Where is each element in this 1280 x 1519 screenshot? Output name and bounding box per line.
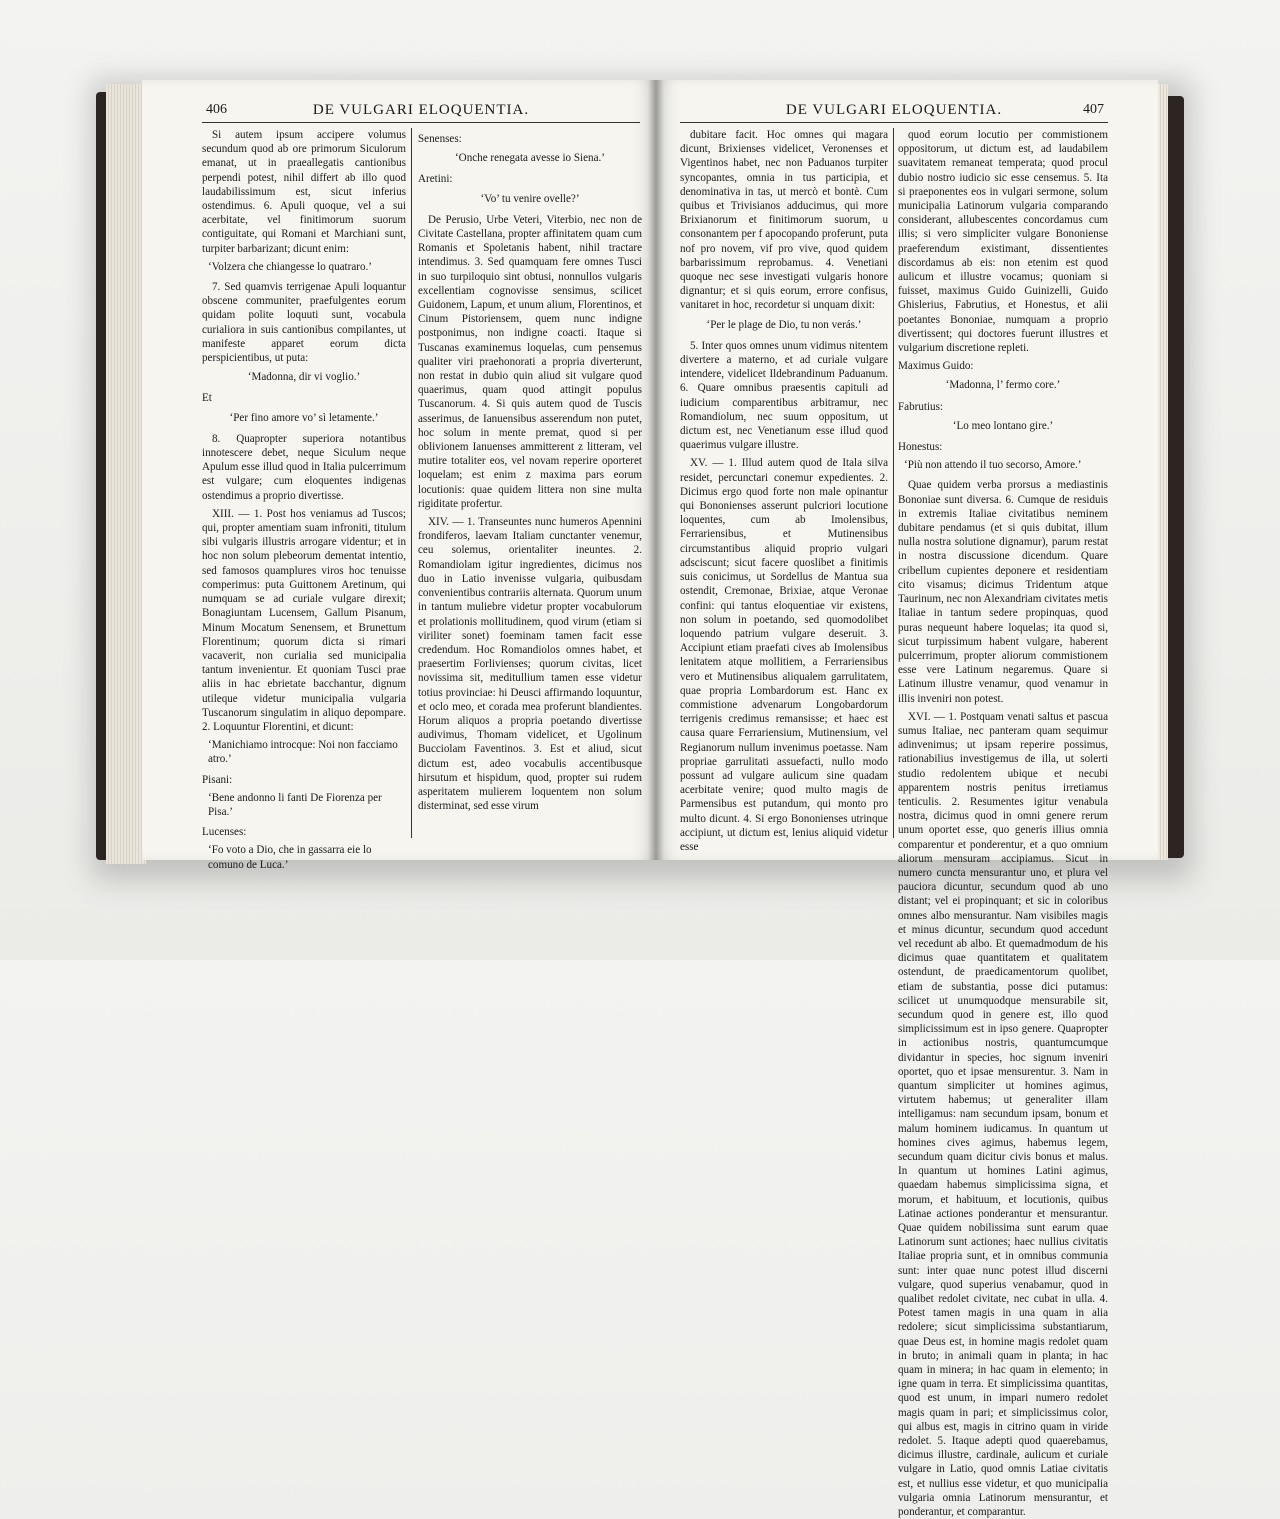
running-title: DE VULGARI ELOQUENTIA. [785, 102, 1003, 118]
paragraph: quod eorum locutio per commistionem oppositorum, ut dictum est, ad laudabilem suavitatem remaneat temperata; quod procul dubio nostro iudicio sic esse censemus. 5. Ita si praeponentes eos in vulgari sermone, solum municipalia Latinorum vulgaria comparando considerant, allubescentes concordamus cum illis; si vero simpliciter vulgare Bononiense praeferendum existimant, dissentientes discordamus ab eis: non etenim est quod aulicum et illustre vocamus; quoniam si fuisset, maximus Guido Guinizelli, Guido Ghislerius, Fabrutius, et Honestus, et alii poetantes Bononiae, numquam a proprio divertissent; qui doctores fuerunt illustres et vulgarium discretione repleti. [898, 129, 1108, 355]
running-title: DE VULGARI ELOQUENTIA. [312, 102, 530, 118]
text-columns [680, 128, 1108, 1519]
verse-quote: ‘Onche renegata avesse io Siena.’ [454, 152, 605, 165]
speaker-label: Senenses: [418, 133, 462, 145]
paragraph: Quae quidem verba prorsus a mediastinis Bononiae sunt diversa. 6. Cumque de residuis in extremis Italiae civitatibus neminem dubitare pendamus (et si quis dubitat, illum nulla nostra solutione dignamur), parum restat in nostra discussione dicendum. Quare cribellum cupientes deponere et residentiam cito visamus; dicimus Tridentum atque Taurinum, nec non Alexandriam civitates metis Italiae in tantum sedere propinquas, quod puras nequeunt habere loquelas; ita quod si, sicut turpissimum habent vulgare, haberent pulcerrimum, propter aliorum commistionem esse vere Latinum negaremus. Quare si Latinum illustre venamur, quod venamur in illis inveniri non potest. [898, 479, 1108, 705]
book-gutter [648, 80, 664, 860]
paragraph: XVI. — 1. Postquam venati saltus et pascua sumus Italiae, nec panteram quam sequimur adinvenimus; ut ipsam reperire possimus, rationabilius investigemus de illa, ut solerti studio redolentem ubique et necubi apparentem nostris penitus irretiamus tenticulis. 2. Resumentes igitur venabula nostra, dicimus quod in omni genere rerum unum oportet esse, quo generis illius omnia comparentur et ponderentur, et a quo omnium aliorum mensuram accipiamus. Sicut in numero cuncta mensurantur uno, et plura vel pauciora dicuntur, secundum quod ab uno distant; vel ei propinquant; et sic in coloribus omnes albo mensurantur. Nam visibiles magis et minus dicuntur, secundum quod accedunt vel recedunt ab albo. Et quemadmodum de his dicimus quae quantitatem et qualitatem ostendunt, de praedicamentorum quolibet, etiam de substantia, posse dici putamus: scilicet ut unumquodque mensurabile sit, secundum quod in genere est, illo quod simplicissimum est in ipso genere. Quapropter in actionibus nostris, quantumcumque dividantur in species, hoc signum inveniri oportet, quo et ipsae mensurentur. 3. Nam in quantum simpliciter ut homines agimus, virtutem habemus; ut generaliter illam intelligamus: nam secundum ipsam, bonum et malum hominem iudicamus. In quantum ut homines cives agimus, habemus legem, secundum quam dicitur civis bonus et malus. In quantum ut homines Latini agimus, quaedam habemus simplicissima signa, et morum, et habituum, et locutionis, quibus Latinae actiones ponderantur et mensurantur. Quae quidem nobilissima sunt earum quae Latinorum sunt actiones; haec nullius civitatis Italiae propria sunt, et in omnibus communia sunt: inter quae nunc potest illud discerni vulgare, quod superius venabamur, quod in qualibet redolet civitate, nec cubat in ulla. 4. Potest tamen magis in una quam in alia redolere; sicut simplicissima substantiarum, quae Deus est, in homine magis redolet quam in bruto; in animali quam in planta; in hac quam in minera; in hac quam in elemento; in igne quam in terra. Et simplicissima quantitas, quod est unum, in impari numero redolet magis quam in pari; et simplicissimus color, qui albus est, magis in citrino quam in viride redolet. 5. Itaque adepti quod quaerebamus, dicimus illustre, cardinale, aulicum et curiale vulgare in Latio, quod omnis Latiae civitatis est, et nullius esse videtur, et quo municipalia vulgaria omnia Latinorum mensurantur, et ponderantur, et comparantur. [898, 710, 1108, 1519]
text-columns [202, 128, 642, 871]
text-column-2 [418, 128, 642, 848]
paragraph: 8. Quapropter superiora notantibus innotescere debet, neque Siculum neque Apulum esse illud quod in Italia pulcerrimum est vulgare; cum eloquentes indigenas ostendimus a proprio divertisse. [202, 432, 406, 502]
speaker-label: Fabrutius: [898, 400, 943, 413]
speaker-label: Maximus Guido: [898, 360, 974, 373]
verse-quote: ‘Madonna, dir vi voglio.’ [247, 371, 361, 384]
right-page [656, 80, 1158, 1519]
column-rule [893, 128, 894, 838]
paragraph: dubitare facit. Hoc omnes qui magara dicunt, Brixienses videlicet, Veronenses et Vigentinos habet, nec non Paduanos turpiter syncopantes, omnia in tus participia, et denominativa in tas, ut mercò et bontè. Cum quibus et Trivisianos adducimus, qui more Brixianorum et finitimorum suorum, u consonantem per f apocopando proferunt, puta nof pro novem, vif pro vive, quod quidem barbarissimum reprobamus. 4. Venetiani quoque nec sese investigati vulgaris honore dignantur; et si quis eorum, errore confisus, vanitaret in hoc, recordetur si unquam dixit: [680, 129, 888, 312]
paragraph: Si autem ipsum accipere volumus secundum quod ab ore primorum Siculorum emanat, ut in praeallegatis cantionibus perpendi potest, nihil differt ab illo quod laudabilissimum est, sicut inferius ostendimus. 6. Apuli quoque, vel a sui acerbitate, vel finitimorum suorum contiguitate, qui Romani et Marchiani sunt, turpiter barbarizant; dicunt enim: [202, 129, 406, 255]
text-column-1 [680, 128, 888, 853]
text-column-1 [202, 128, 406, 871]
speaker-label: Lucenses: [202, 826, 247, 839]
left-page [142, 80, 656, 871]
page-number: 407 [1083, 102, 1104, 117]
running-header [202, 98, 640, 123]
paragraph: XIV. — 1. Transeuntes nunc humeros Apennini frondiferos, laevam Italiam cunctanter venemur, ceu solemus, orientaliter ineuntes. 2. Romandiolam igitur ingredientes, dicimus nos duo in Latio invenisse vulgaria, quibusdam convenientibus contrariis alternata. Quorum unum in tantum muliebre videtur propter vocabulorum et prolationis mollitudinem, quod virum (etiam si viriliter sonet) foeminam tamen facit esse credendum. Hoc Romandiolos omnes habet, et praesertim Forlivienses; quorum civitas, licet novissima sit, meditullium tamen esse videtur totius provinciae: hi Deusci affirmando loquuntur, et oclo meo, et corada mea proferunt blandientes. Horum aliquos a propria poetando divertisse audivimus, Thomam videlicet, et Ugolinum Bucciolam Faventinos. 3. Est et aliud, sicut dictum est, adeo vocabulis accentibusque hirsutum et hispidum, quod, propter sui rudem asperitatem mulierem loquentem non solum disterminat, sed esse virum [418, 516, 642, 813]
verse-quote: ‘Bene andonno li fanti De Fiorenza per Pisa.’ [208, 791, 382, 818]
paragraph: XIII. — 1. Post hos veniamus ad Tuscos; qui, propter amentiam suam infroniti, titulum sibi vulgaris illustris arrogare videntur; et in hoc non solum plebeorum dementat intentio, sed famosos quamplures viros hoc tenuisse comperimus: puta Guittonem Aretinum, qui numquam se ad curiale vulgare direxit; Bonagiuntam Lucensem, Gallum Pisanum, Minum Mocatum Senensem, et Brunettum Florentinum; quorum dicta si rimari vacaverit, non curialia sed municipalia tantum invenientur. Et quoniam Tusci prae aliis in hac ebrietate bacchantur, dignum utileque videtur municipalia vulgaria Tuscanorum singulatim in aliquo depompare. 2. Loquuntur Florentini, et dicunt: [202, 507, 406, 733]
paragraph: De Perusio, Urbe Veteri, Viterbio, nec non de Civitate Castellana, propter affinitatem quam cum Romanis et Spoletanis habent, nihil tractare intendimus. 3. Sed quamquam fere omnes Tusci in suo turpiloquio sint obtusi, nonnullos vulgaris excellentiam cognovisse sensimus, scilicet Guidonem, Lapum, et unum alium, Florentinos, et Cinum Pistoriensem, quem nunc indigne postponimus, non indigne coacti. Itaque si Tuscanas examinemus loquelas, cum pensemus qualiter viri praehonorati a propria diverterunt, non restat in dubio quin aliud sit vulgare quod quaerimus, quam quod attingit populus Tuscanorum. 4. Si quis autem quod de Tuscis asserimus, de Ianuensibus asserendum non putet, hoc solum in mente premat, quod si per oblivionem Ianuenses ammitterent z litteram, vel mutire totaliter eos, vel novam reperire oporteret loquelam; est enim z maxima pars eorum locutionis: quae quidem littera non sine multa rigiditate profertur. [418, 213, 642, 510]
speaker-label: Et [202, 392, 212, 405]
verse-quote: ‘Più non attendo il tuo secorso, Amore.’ [904, 459, 1082, 472]
speaker-label: Honestus: [898, 441, 943, 454]
column-rule [411, 128, 412, 838]
text-column-2 [898, 128, 1108, 1519]
verse-quote: ‘Manichiamo introcque: Noi non facciamo atro.’ [208, 739, 398, 766]
speaker-label: Pisani: [202, 773, 233, 786]
running-header [680, 98, 1108, 123]
paragraph: 5. Inter quos omnes unum vidimus nitentem divertere a materno, et ad curiale vulgare intendere, videlicet Ildebrandinum Paduanum. 6. Quare omnibus praesentis capituli ad iudicium comparentibus arbitramur, nec Romandiolum, nec suum oppositum, ut dictum est, nec Venetianum esse illud quod quaerimus vulgare illustre. [680, 339, 888, 452]
verse-quote: ‘Fo voto a Dio, che in gassarra eie lo comuno de Luca.’ [208, 844, 372, 871]
paragraph: 7. Sed quamvis terrigenae Apuli loquantur obscene communiter, praefulgentes eorum quidam polite loquuti sunt, vocabula curialiora in suis cantionibus compilantes, ut manifeste apparet eorum dicta perspicientibus, ut puta: [202, 281, 406, 365]
page-edges-left [106, 84, 146, 864]
verse-quote: ‘Madonna, l’ fermo core.’ [945, 379, 1061, 392]
speaker-label: Aretini: [418, 173, 453, 186]
verse-quote: ‘Lo meo lontano gire.’ [952, 419, 1054, 432]
paragraph: XV. — 1. Illud autem quod de Itala silva residet, percunctari conemur expedientes. 2. Dicimus ergo quod forte non male opinantur qui Bononienses asserunt pulcriori locutione loquentes, cum ab Imolensibus, Ferrariensibus, et Mutinensibus circumstantibus aliquid proprio vulgari adsciscunt; sicut facere quoslibet a finitimis suis conicimus, ut Sordellus de Mantua sua ostendit, Cremonae, Brixiae, atque Veronae confini: qui tantus eloquentiae vir existens, non solum in poetando, sed quomodolibet loquendo patrium vulgare deseruit. 3. Accipiunt etiam praefati cives ab Imolensibus lenitatem atque mollitiem, a Ferrariensibus vero et Mutinensibus aliqualem garrulitatem, quae propria Lombardorum est. Hanc ex commistione advenarum Longobardorum terrigenis credimus remansisse; et haec est causa quare Ferrariensium, Mutinensium, vel Regianorum nullum invenimus poetasse. Nam propriae garrulitati assuefacti, nullo modo possunt ad vulgare aulicum sine quadam acerbitate venire; quod multo magis de Parmensibus est putandum, qui monto pro multo dicunt. 4. Si ergo Bononienses utrinque accipiunt, ut dictum est, lenius aliquid videtur esse [680, 457, 888, 853]
verse-quote: ‘Vo’ tu venire ovelle?’ [480, 192, 580, 205]
verse-quote: ‘Volzera che chiangesse lo quatraro.’ [208, 260, 372, 273]
page-number: 406 [206, 102, 227, 117]
verse-quote: ‘Per le plage de Dio, tu non verás.’ [706, 318, 862, 331]
verse-quote: ‘Per fino amore vo’ sì letamente.’ [229, 411, 379, 424]
